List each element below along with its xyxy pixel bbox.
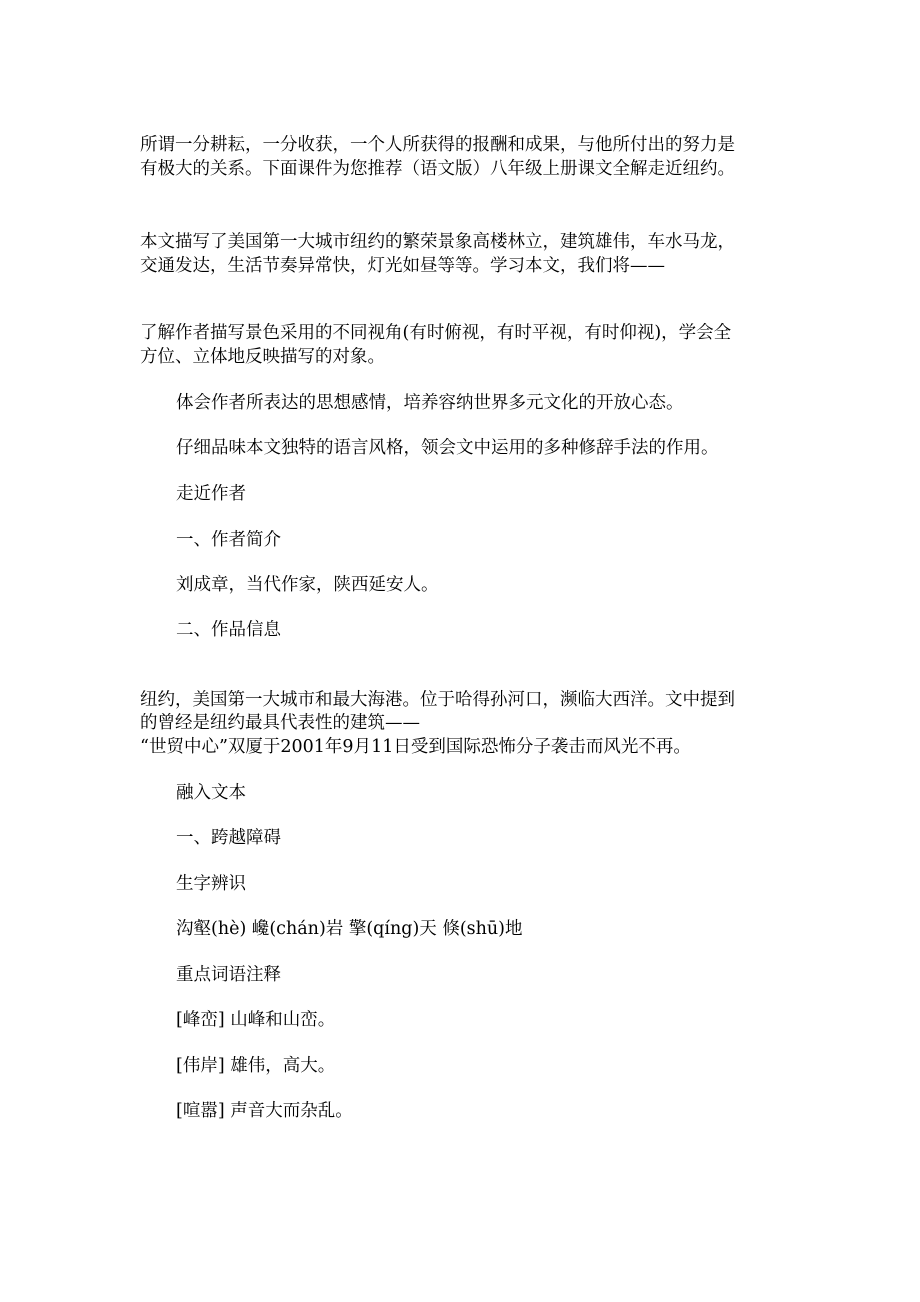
goal-2: 体会作者所表达的思想感情，培养容纳世界多元文化的开放心态。 [176, 393, 684, 413]
vocab-item: [喧嚣] 声音大而杂乱。 [176, 1101, 353, 1121]
work-info-line-1: 纽约，美国第一大城市和最大海港。位于哈得孙河口，濒临大西洋。文中提到 [140, 690, 735, 710]
section-heading-author: 走近作者 [176, 484, 246, 504]
author-intro-heading: 一、作者简介 [176, 530, 281, 550]
vocab-item: [伟岸] 雄伟，高大。 [176, 1056, 336, 1076]
summary-line-2: 交通发达，生活节奏异常快，灯光如昼等等。学习本文，我们将—— [140, 256, 665, 276]
goal-1-line-1: 了解作者描写景色采用的不同视角(有时俯视，有时平视，有时仰视)，学会全 [140, 323, 732, 343]
intro-line-1: 所谓一分耕耘，一分收获，一个人所获得的报酬和成果，与他所付出的努力是 [140, 135, 735, 155]
goal-3: 仔细品味本文独特的语言风格，领会文中运用的多种修辞手法的作用。 [176, 438, 719, 458]
work-info-line-2: 的曾经是纽约最具代表性的建筑—— [140, 713, 420, 733]
char-list: 沟壑(hè) 巉(chán)岩 擎(qíng)天 倏(shū)地 [176, 919, 523, 939]
work-info-line-3: “世贸中心”双厦于2001年9月11日受到国际恐怖分子袭击而风光不再。 [140, 737, 691, 757]
section-heading-text: 融入文本 [176, 783, 246, 803]
vocab-item: [峰峦] 山峰和山峦。 [176, 1010, 336, 1030]
goal-1-line-2: 方位、立体地反映描写的对象。 [140, 347, 385, 367]
vocab-heading: 重点词语注释 [176, 965, 281, 985]
char-heading: 生字辨识 [176, 874, 246, 894]
intro-line-2: 有极大的关系。下面课件为您推荐（语文版）八年级上册课文全解走近纽约。 [140, 159, 735, 179]
work-info-heading: 二、作品信息 [176, 620, 281, 640]
summary-line-1: 本文描写了美国第一大城市纽约的繁荣景象高楼林立，建筑雄伟，车水马龙， [140, 232, 735, 252]
author-intro: 刘成章，当代作家，陕西延安人。 [176, 575, 439, 595]
barrier-heading: 一、跨越障碍 [176, 828, 281, 848]
